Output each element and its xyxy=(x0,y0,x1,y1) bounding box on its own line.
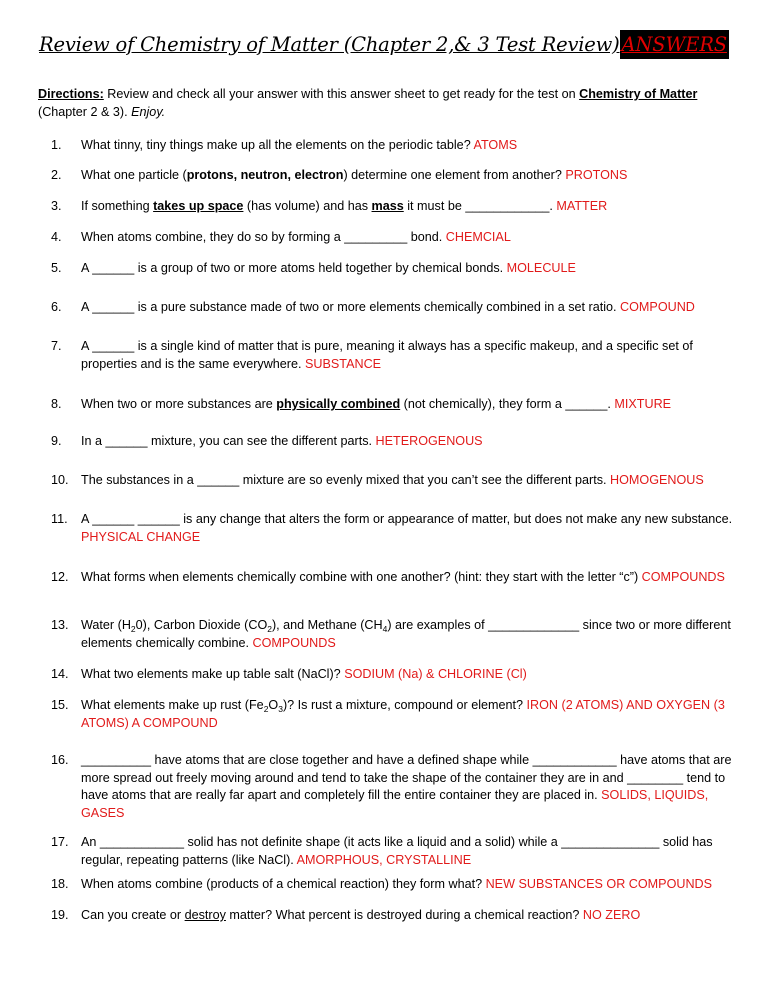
question-text: In a ______ mixture, you can see the different parts. xyxy=(81,434,376,448)
question-number: 11. xyxy=(51,512,68,526)
question-text: ) are examples of _____________ since two or more different elements chemically combine. xyxy=(81,618,731,650)
subscript: 2 xyxy=(130,624,136,634)
question-text: Water (H xyxy=(81,618,131,632)
question-text: )? Is rust a mixture, compound or element? xyxy=(282,698,527,712)
answer-text: COMPOUNDS xyxy=(252,635,336,650)
question-number: 16. xyxy=(51,753,69,767)
answer-text: PHYSICAL CHANGE xyxy=(81,529,201,544)
answer-text: SOLIDS, LIQUIDS, GASES xyxy=(81,788,709,820)
question-text: When atoms combine (products of a chemical reaction) they form what? xyxy=(81,877,486,891)
question-text: When atoms combine, they do so by forming a _________ bond. xyxy=(81,230,446,244)
question-14 xyxy=(51,666,741,684)
title-main: Review of Chemistry of Matter (Chapter 2,& 3 Test Review) xyxy=(39,33,620,56)
question-number: 4. xyxy=(51,230,62,244)
question-text: When two or more substances are xyxy=(81,397,277,411)
question-text: ), and Methane (CH xyxy=(271,618,383,632)
question-number: 8. xyxy=(51,397,62,411)
question-number: 18. xyxy=(51,877,69,891)
question-2 xyxy=(51,167,741,185)
question-number: 17. xyxy=(51,835,69,849)
question-emphasis: mass xyxy=(371,199,404,213)
question-1 xyxy=(51,137,741,155)
question-text: What elements make up rust (Fe xyxy=(81,698,264,712)
page-title xyxy=(0,33,768,56)
question-number: 10. xyxy=(51,473,69,487)
question-underlined: destroy xyxy=(184,908,226,922)
question-text: A ______ is a pure substance made of two or more elements chemically combined in a set ratio. xyxy=(81,300,621,314)
subscript: 2 xyxy=(263,704,269,714)
answer-text: SODIUM (Na) & CHLORINE (Cl) xyxy=(344,667,527,681)
question-text: An ____________ solid has not definite shape (it acts like a liquid and a solid) while a ______________ solid has regular, repeating patterns (like NaCl). xyxy=(81,835,713,867)
answer-text: HETEROGENOUS xyxy=(375,434,483,448)
question-emphasis: physically combined xyxy=(276,397,401,411)
answer-text: ATOMS xyxy=(473,138,518,152)
question-number: 3. xyxy=(51,199,62,213)
question-number: 1. xyxy=(51,138,62,152)
directions-text: Review and check all your answer with this answer sheet to get ready for the test on xyxy=(103,87,580,101)
question-text: If something xyxy=(81,199,154,213)
answer-text: AMORPHOUS, CRYSTALLINE xyxy=(296,852,472,867)
question-text: (has volume) and has xyxy=(243,199,372,213)
question-number: 12. xyxy=(51,570,69,584)
answer-text: MATTER xyxy=(556,199,608,213)
question-number: 7. xyxy=(51,339,62,353)
question-number: 14. xyxy=(51,667,69,681)
directions-label: Directions: xyxy=(38,87,104,101)
question-9 xyxy=(51,433,741,451)
answer-text: COMPOUND xyxy=(620,300,695,314)
question-number: 6. xyxy=(51,300,62,314)
question-7 xyxy=(51,338,741,373)
question-text: A ______ is a group of two or more atoms held together by chemical bonds. xyxy=(81,261,507,275)
question-text: it must be ____________. xyxy=(403,199,557,213)
answer-text: CHEMCIAL xyxy=(445,230,511,244)
question-5 xyxy=(51,260,741,278)
answer-text: IRON (2 ATOMS) AND OXYGEN (3 ATOMS) A COMPOUND xyxy=(81,698,725,730)
question-3 xyxy=(51,198,741,216)
question-text: 0), Carbon Dioxide (CO xyxy=(135,618,268,632)
question-18 xyxy=(51,876,741,894)
question-text: A ______ is a single kind of matter that is pure, meaning it always has a specific makeup, and a specific set of properties and is the same everywhere. xyxy=(81,339,693,371)
question-8 xyxy=(51,396,741,414)
answer-text: MOLECULE xyxy=(506,261,576,275)
answer-text: HOMOGENOUS xyxy=(610,473,704,487)
question-number: 13. xyxy=(51,618,69,632)
question-text: The substances in a ______ mixture are so evenly mixed that you can’t see the different parts. xyxy=(81,473,611,487)
directions xyxy=(38,86,738,121)
question-text: A ______ ______ is any change that alters the form or appearance of matter, but does not make any new substance. xyxy=(81,512,733,526)
answer-text: SUBSTANCE xyxy=(305,356,382,371)
question-17 xyxy=(51,834,741,869)
subscript: 2 xyxy=(267,624,272,634)
question-16 xyxy=(51,752,741,822)
question-text: (not chemically), they form a ______. xyxy=(400,397,615,411)
answers-badge: ANSWERS xyxy=(620,30,729,59)
question-number: 9. xyxy=(51,434,62,448)
question-10 xyxy=(51,472,741,490)
question-number: 15. xyxy=(51,698,69,712)
question-bold: protons, neutron, electron xyxy=(186,168,344,182)
directions-enjoy: Enjoy. xyxy=(131,104,166,119)
question-11 xyxy=(51,511,741,546)
subscript: 4 xyxy=(382,624,388,634)
question-text: What one particle ( xyxy=(81,168,187,182)
question-text: Can you create or xyxy=(81,908,185,922)
answer-text: COMPOUNDS xyxy=(641,570,725,584)
question-12 xyxy=(51,569,741,587)
question-number: 19. xyxy=(51,908,69,922)
question-19 xyxy=(51,907,741,925)
directions-text-2: (Chapter 2 & 3). xyxy=(38,104,132,119)
question-text: What forms when elements chemically combine with one another? (hint: they start with the letter “c”) xyxy=(81,570,642,584)
question-text: O xyxy=(268,698,279,712)
answer-text: MIXTURE xyxy=(614,397,672,411)
question-13 xyxy=(51,617,741,652)
answer-text: NEW SUBSTANCES OR COMPOUNDS xyxy=(485,877,713,891)
question-number: 5. xyxy=(51,261,62,275)
subscript: 3 xyxy=(278,704,283,714)
question-number: 2. xyxy=(51,168,62,182)
question-text: What two elements make up table salt (NaCl)? xyxy=(81,667,345,681)
answer-text: NO ZERO xyxy=(582,908,641,922)
question-text: What tinny, tiny things make up all the elements on the periodic table? xyxy=(81,138,474,152)
question-text: matter? What percent is destroyed during a chemical reaction? xyxy=(225,908,583,922)
directions-topic: Chemistry of Matter xyxy=(579,87,698,101)
question-6 xyxy=(51,299,741,317)
question-text: __________ have atoms that are close together and have a defined shape while ____________ have atoms that are more spread out freely moving around and tend to take the shape of the container they are in and ________ tend to have atoms that are really far apart and completely fill the entire container they are placed in. xyxy=(81,753,732,802)
answer-text: PROTONS xyxy=(565,168,628,182)
question-text: ) determine one element from another? xyxy=(343,168,566,182)
question-4 xyxy=(51,229,741,247)
question-15 xyxy=(51,697,741,732)
question-emphasis: takes up space xyxy=(153,199,244,213)
